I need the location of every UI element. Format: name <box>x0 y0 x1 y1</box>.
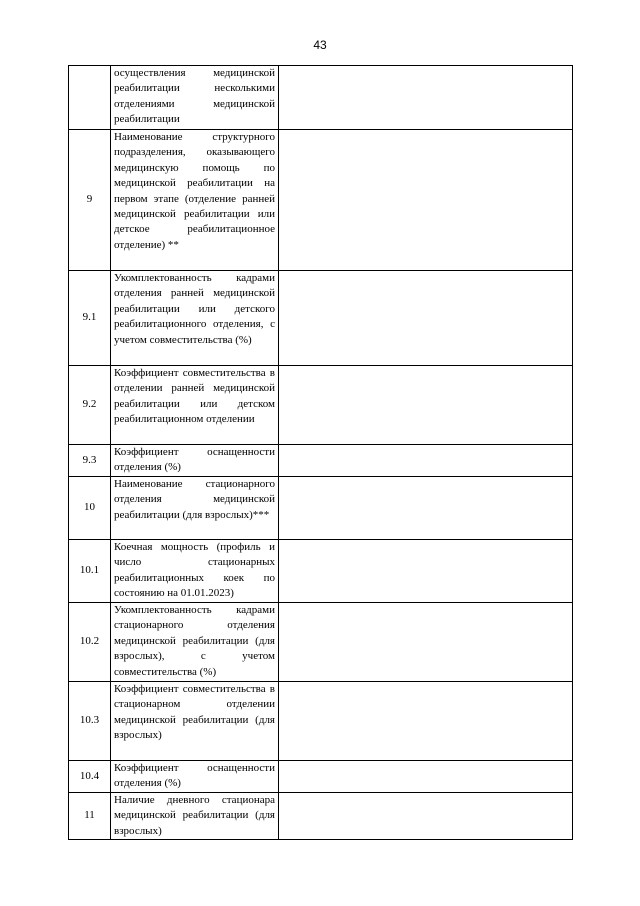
row-number: 10.1 <box>69 540 111 603</box>
row-number: 10.4 <box>69 761 111 793</box>
row-description: Коэффициент совместительства в стационарном отделении медицинской реабилитации (для взрослых) <box>111 682 279 761</box>
row-description: Коэффициент совместительства в отделении ранней медицинской реабилитации или детском реабилитационном отделении <box>111 366 279 445</box>
row-value-cell <box>279 130 573 271</box>
row-number: 10.2 <box>69 603 111 682</box>
row-value-cell <box>279 445 573 477</box>
row-number: 9.2 <box>69 366 111 445</box>
row-description: Наименование стационарного отделения медицинской реабилитации (для взрослых)*** <box>111 477 279 540</box>
row-description: Коечная мощность (профиль и число стационарных реабилитационных коек по состоянию на 01.01.2023) <box>111 540 279 603</box>
row-number: 9 <box>69 130 111 271</box>
row-value-cell <box>279 66 573 130</box>
row-description: Коэффициент оснащенности отделения (%) <box>111 445 279 477</box>
row-description: Наличие дневного стационара медицинской реабилитации (для взрослых) <box>111 793 279 840</box>
table-row <box>69 682 573 761</box>
table-row <box>69 366 573 445</box>
row-value-cell <box>279 366 573 445</box>
report-table <box>68 65 573 840</box>
table-row <box>69 603 573 682</box>
row-value-cell <box>279 603 573 682</box>
row-number: 10.3 <box>69 682 111 761</box>
table-row <box>69 540 573 603</box>
row-description: Наименование структурного подразделения, оказывающего медицинскую помощь по медицинской реабилитации на первом этапе (отделение ранней медицинской реабилитации или детское реабилитационное отделение) ** <box>111 130 279 271</box>
row-description: Укомплектованность кадрами стационарного отделения медицинской реабилитации (для взрослых), с учетом совместительства (%) <box>111 603 279 682</box>
row-number: 11 <box>69 793 111 840</box>
row-value-cell <box>279 477 573 540</box>
row-value-cell <box>279 540 573 603</box>
table-row <box>69 793 573 840</box>
row-description: осуществления медицинской реабилитации несколькими отделениями медицинской реабилитации <box>111 66 279 130</box>
row-number <box>69 66 111 130</box>
row-value-cell <box>279 793 573 840</box>
row-value-cell <box>279 682 573 761</box>
row-description: Укомплектованность кадрами отделения ранней медицинской реабилитации или детского реабилитационного отделения, с учетом совместительства (%) <box>111 271 279 366</box>
row-number: 10 <box>69 477 111 540</box>
row-value-cell <box>279 761 573 793</box>
table-row <box>69 66 573 130</box>
table-row <box>69 271 573 366</box>
row-number: 9.3 <box>69 445 111 477</box>
row-value-cell <box>279 271 573 366</box>
row-number: 9.1 <box>69 271 111 366</box>
table-row <box>69 445 573 477</box>
table-row <box>69 761 573 793</box>
table-row <box>69 130 573 271</box>
table-row <box>69 477 573 540</box>
row-description: Коэффициент оснащенности отделения (%) <box>111 761 279 793</box>
page-number: 43 <box>313 38 327 52</box>
